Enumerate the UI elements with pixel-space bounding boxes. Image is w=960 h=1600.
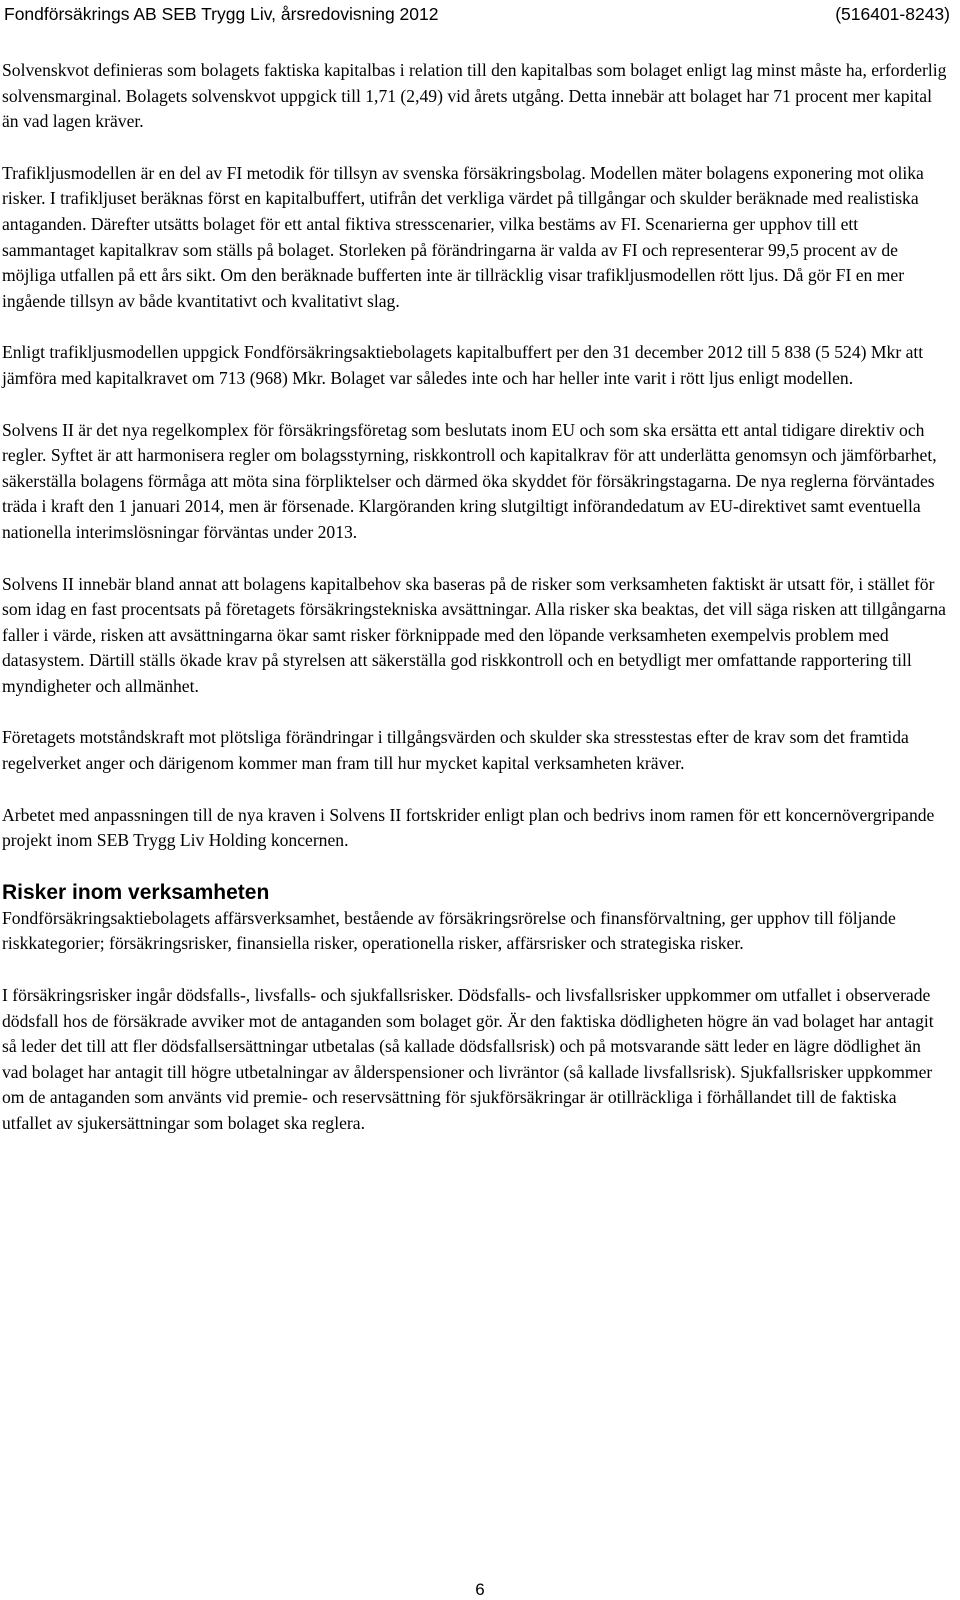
paragraph-solvency-ratio: Solvenskvot definieras som bolagets faktiska kapitalbas i relation till den kapitalbas som bolaget enligt lag minst måste ha, erforderlig solvensmarginal. Bolagets solvenskvot uppgick till 1,71 (2,49) vid årets utgång. Detta innebär att bolaget har 71 procent mer kapital än vad lagen kräver. — [2, 60, 947, 132]
running-header — [4, 2, 950, 28]
paragraph-risk-categories: Fondförsäkringsaktiebolagets affärsverksamhet, bestående av försäkringsrörelse och finansförvaltning, ger upphov till följande riskkategorier; försäkringsrisker, finansiella risker, operationella risker, affärsrisker och strategiska risker. — [2, 907, 896, 954]
paragraph-stress-test: Företagets motståndskraft mot plötsliga förändringar i tillgångsvärden och skulder ska stresstestas efter de krav som det framtida regelverket anger och därigenom kommer man fram till hur mycket kapital verksamheten kräver. — [2, 727, 909, 774]
body-text — [2, 58, 950, 1163]
paragraph-solvency-ii-intro: Solvens II är det nya regelkomplex för försäkringsföretag som beslutats inom EU och som ska ersätta ett antal tidigare direktiv och regler. Syftet är att harmonisera regler om bolagsstyrning, riskkontroll och kapitalkrav för att underlätta genomsyn och jämförbarhet, säkerställa bolagens förmåga att möta sina förpliktelser och därmed öka skyddet för försäkringstagarna. De nya reglerna förväntades träda i kraft den 1 januari 2014, men är försenade. Klargöranden kring slutgiltigt införandedatum av EU-direktivet samt eventuella nationella interimslösningar förväntas under 2013. — [2, 419, 937, 542]
section-heading: Risker inom verksamheten — [2, 880, 270, 904]
report-title: Fondförsäkrings AB SEB Trygg Liv, årsredovisning 2012 — [4, 4, 439, 24]
paragraph-adaptation-project: Arbetet med anpassningen till de nya kraven i Solvens II fortskrider enligt plan och bedrivs inom ramen för ett koncernövergripande projekt inom SEB Trygg Liv Holding koncernen. — [2, 804, 935, 851]
paragraph-capital-buffer: Enligt trafikljusmodellen uppgick Fondförsäkringsaktiebolagets kapitalbuffert per den 31 december 2012 till 5 838 (5 524) Mkr att jämföra med kapitalkravet om 713 (968) Mkr. Bolaget var således inte och har heller inte varit i rött ljus enligt modellen. — [2, 342, 924, 388]
paragraph-solvency-ii-capital: Solvens II innebär bland annat att bolagens kapitalbehov ska baseras på de risker som verksamheten faktiskt är utsatt för, i stället för som idag en fast procentsats på företagets försäkringstekniska avsättningar. Alla risker ska beaktas, det vill säga risken att tillgångarna faller i värde, risken att avsättningarna ökar samt risker förknippade med den löpande verksamheten exempelvis problem med datasystem. Därtill ställs ökade krav på styrelsen att säkerställa god riskkontroll och en betydligt mer omfattande rapportering till myndigheter och allmänhet. — [2, 573, 946, 696]
paragraph-traffic-light-model: Trafikljusmodellen är en del av FI metodik för tillsyn av svenska försäkringsbolag. Modellen mäter bolagens exponering mot olika risker. I trafikljuset beräknas först en kapitalbuffert, utifrån det verkliga värdet på tillgångar och skulder beräknade med realistiska antaganden. Därefter utsätts bolaget för ett antal fiktiva stresscenarier, vilka bestäms av FI. Scenarierna ger upphov till ett sammantaget kapitalkrav som ställs på bolaget. Storleken på förändringarna är valda av FI och representerar 99,5 procent av de möjliga utfallen på ett års sikt. Om den beräknade bufferten inte är tillräcklig visar trafikljusmodellen rött ljus. Då gör FI en mer ingående tillsyn av både kvantitativt och kvalitativt slag. — [2, 162, 924, 311]
org-number: (516401-8243) — [835, 4, 950, 24]
page-number: 6 — [475, 1580, 485, 1599]
paragraph-insurance-risks: I försäkringsrisker ingår dödsfalls-, livsfalls- och sjukfallsrisker. Dödsfalls- och livsfallsrisker uppkommer om utfallet i observerade dödsfall hos de försäkrade avviker mot de antaganden som bolaget gör. Är den faktiska dödligheten högre än vad bolaget har antagit så leder det till att fler dödsfallsersättningar utbetalas (så kallade dödsfallsrisk) och på motsvarande sätt leder en lägre dödlighet än vad bolaget har antagit till högre utbetalningar av ålderspensioner och livräntor (så kallade livsfallsrisk). Sjukfallsrisker uppkommer om de antaganden som använts vid premie- och reservsättning för sjukförsäkringar är otillräckliga i förhållandet till de faktiska utfallet av sjukersättningar som bolaget ska reglera. — [2, 985, 934, 1133]
